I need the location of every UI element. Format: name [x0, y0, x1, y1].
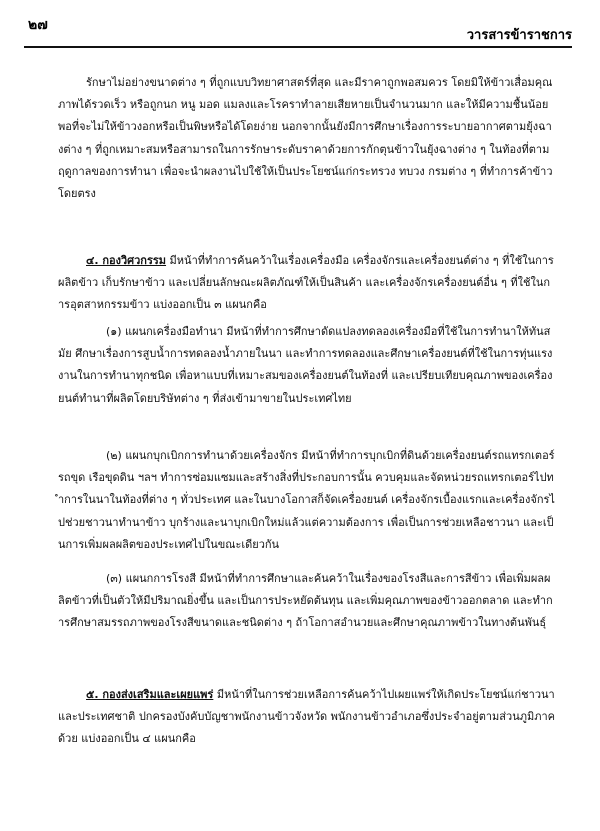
paragraph-text: รักษาไม่อย่างขนาดต่าง ๆ ที่ถูกแบบวิทยาศาสตร์ที่สุด และมีราคาถูกพอสมควร โดยมิให้ข้าวเสื่อมคุณภาพได้รวดเร็ว หรือถูกนก หนู มอด แมลงและโรคราทำลายเสียหายเป็นจำนวนมาก และให้มีความชื้นน้อยพอที่จะไม่ให้ข้าวงอกหรือเป็นพิษหรือได้โดยง่าย นอกจากนั้นยังมีการศึกษาเรื่องการระบายอากาศตามยุ้งฉางต่าง ๆ ที่ถูกเหมาะสมหรือสามารถในการรักษาระดับราคาด้วยการกักตุนข้าวในยุ้งฉางต่าง ๆ ในท้องที่ตามฤดูกาลของการทำนา เพื่อจะนำผลงานไปใช้ให้เป็นประโยชน์แก่กระทรวง ทบวง กรมต่าง ๆ ที่ทำการค้าข้าวโดยตรง [58, 76, 553, 201]
page-header [24, 14, 572, 42]
journal-title: วารสารข้าราชการ [466, 28, 572, 43]
header-rule [24, 46, 572, 48]
paragraph-rice-storage [58, 72, 555, 205]
list-item-farming-tools [58, 321, 555, 410]
list-item-rice-mill [58, 568, 555, 635]
section-engineering [58, 250, 555, 317]
section-text: มีหน้าที่ทำการค้นคว้าในเรื่องเครื่องมือ เครื่องจักรและเครื่องยนต์ต่าง ๆ ที่ใช้ในการผลิตข้าว เก็บรักษาข้าว และเปลี่ยนลักษณะผลิตภัณฑ์ให้เป็นสินค้า และเครื่องจักรเครื่องยนต์อื่น ๆ ที่ใช้ในการอุตสาหกรรมข้าว แบ่งออกเป็น ๓ แผนกคือ [58, 254, 554, 312]
section-heading: ๔. กองวิศวกรรม [86, 254, 167, 267]
section-text: มีหน้าที่ในการช่วยเหลือการค้นคว้าไปเผยแพร่ให้เกิดประโยชน์แก่ชาวนาและประเทศชาติ ปกครองบังคับบัญชาพนักงานข้าวจังหวัด พนักงานข้าวอำเภอซึ่งประจำอยู่ตามส่วนภูมิภาคด้วย แบ่งออกเป็น ๔ แผนกคือ [58, 688, 555, 746]
section-promotion [58, 684, 555, 751]
list-item-text: (๑) แผนกเครื่องมือทำนา มีหน้าที่ทำการศึกษาดัดแปลงทดลองเครื่องมือที่ใช้ในการทำนาให้ทันสมัย ศึกษาเรื่องการสูบน้ำการทดลองน้ำภายในนา และทำการทดลองและศึกษาเครื่องยนต์ที่ใช้ในการทุ่นแรงงานในการทำนาทุกชนิด เพื่อหาแบบที่เหมาะสมของเครื่องยนต์ในท้องที่ และเปรียบเทียบคุณภาพของเครื่องยนต์ทำนาที่ผลิตโดยบริษัทต่าง ๆ ที่ส่งเข้ามาขายในประเทศไทย [58, 325, 553, 405]
list-item-mechanized-farming [58, 445, 555, 556]
page-number: ๒๗ [28, 17, 48, 33]
list-item-text: (๒) แผนกบุกเบิกการทำนาด้วยเครื่องจักร มีหน้าที่ทำการบุกเบิกที่ดินด้วยเครื่องยนต์รถแทรกเตอร์ รถขุด เรือขุดดิน ฯลฯ ทำการซ่อมแซมและสร้างสิ่งที่ประกอบการนั้น ควบคุมและจัดหน่วยรถแทรกเตอร์ไปทำการในนาในท้องที่ต่าง ๆ ทั่วประเทศ และในบางโอกาสก็จัดเครื่องยนต์ เครื่องจักรเบื้องแรกและเครื่องจักรไปช่วยชาวนาทำนาข้าว บุกร้างและนาบุกเบิกใหม่แล้วแต่ความต้องการ เพื่อเป็นการช่วยเหลือชาวนา และเป็นการเพิ่มผลผลิตของประเทศไปในขณะเดียวกัน [58, 449, 555, 551]
list-item-text: (๓) แผนกการโรงสี มีหน้าที่ทำการศึกษาและค้นคว้าในเรื่องของโรงสีและการสีข้าว เพื่อเพิ่มผลผลิตข้าวที่เป็นตัวให้มีปริมาณยิ่งขึ้น และเป็นการประหยัดต้นทุน และเพิ่มคุณภาพของข้าวออกตลาด และทำการศึกษาสมรรถภาพของโรงสีขนาดและชนิดต่าง ๆ ถ้าโอกาสอำนวยและศึกษาคุณภาพข้าวในทางต้นพันธุ์ [58, 572, 553, 630]
section-heading: ๕. กองส่งเสริมและเผยแพร่ [86, 688, 214, 701]
